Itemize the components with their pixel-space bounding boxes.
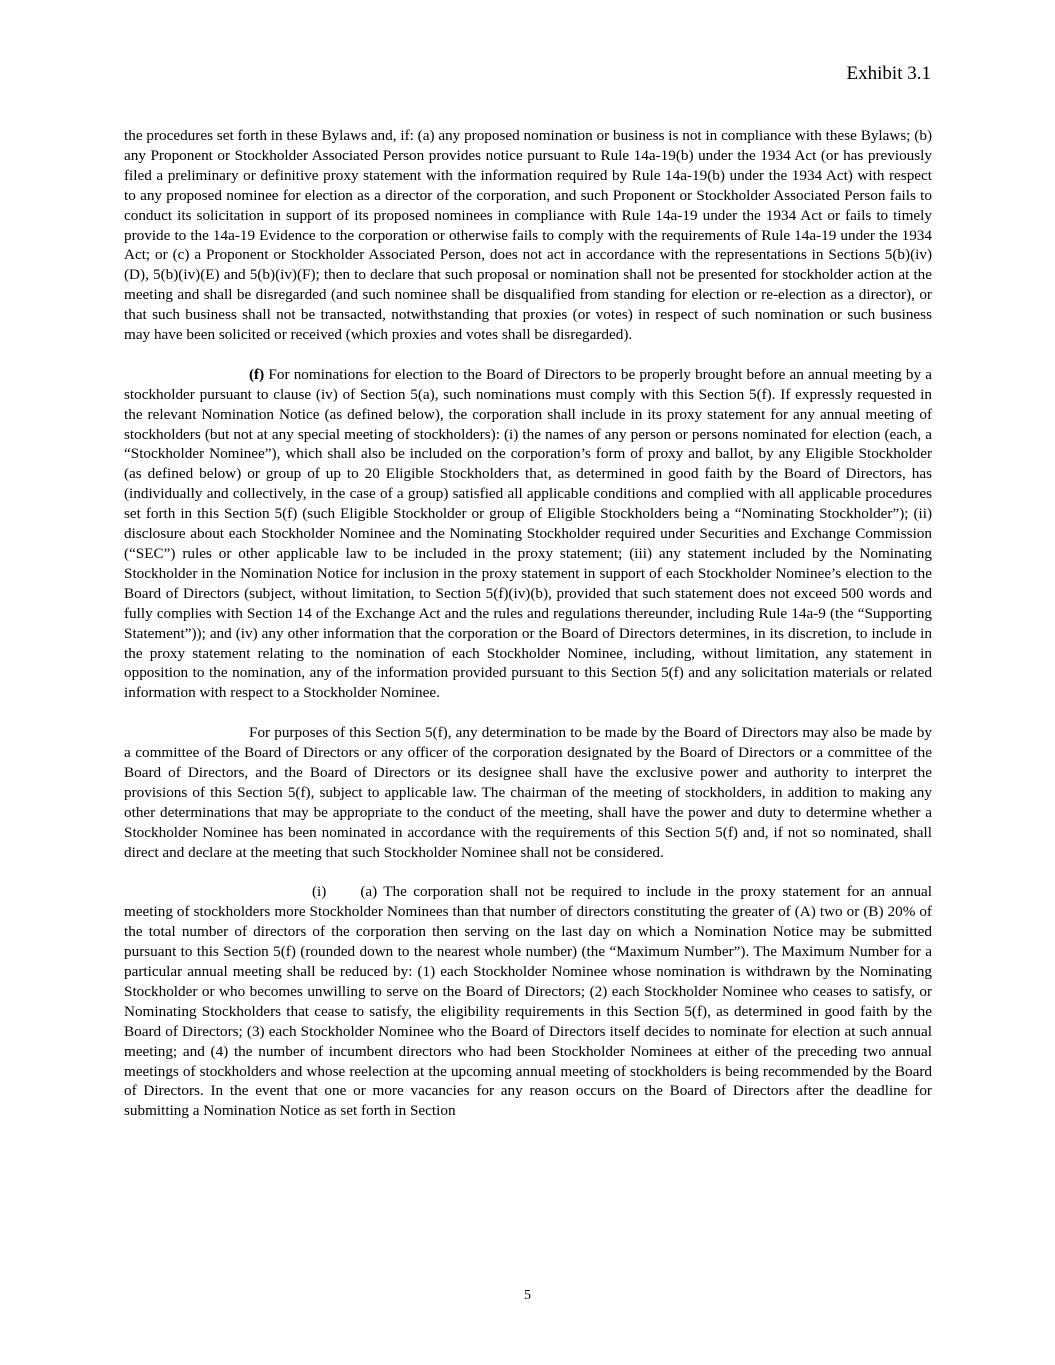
exhibit-label: Exhibit 3.1 — [846, 63, 931, 84]
paragraph-continuation — [124, 126, 932, 345]
document-body — [124, 126, 932, 1141]
paragraph-text: (a) The corporation shall not be required to include in the proxy statement for an annual meeting of stockholders more Stockholder Nominees than that number of directors constituting the greater of (A) two or (B) 20% of the total number of directors of the corporation then serving on the last day on which a Nomination Notice may be submitted pursuant to this Section 5(f) (rounded down to the nearest whole number) (the “Maximum Number”). The Maximum Number for a particular annual meeting shall be reduced by: (1) each Stockholder Nominee whose nomination is withdrawn by the Nominating Stockholder or who becomes unwilling to serve on the Board of Directors; (2) each Stockholder Nominee who ceases to satisfy, or Nominating Stockholders that cease to satisfy, the eligibility requirements in this Section 5(f), as determined in good faith by the Board of Directors; (3) each Stockholder Nominee who the Board of Directors itself decides to nominate for election at such annual meeting; and (4) the number of incumbent directors who had been Stockholder Nominees at either of the preceding two annual meetings of stockholders and whose reelection at the upcoming annual meeting of stockholders is being recommended by the Board of Directors. In the event that one or more vacancies for any reason occurs on the Board of Directors after the deadline for submitting a Nomination Notice as set forth in Section — [124, 883, 932, 1120]
section-label: (f) — [249, 365, 265, 383]
paragraph-text: the procedures set forth in these Bylaws and, if: (a) any proposed nomination or business is not in compliance with these Bylaws; (b) any Proponent or Stockholder Associated Person provides notice pursuant to Rule 14a-19(b) under the 1934 Act (or has previously filed a preliminary or definitive proxy statement with the information required by Rule 14a-19(b) under the 1934 Act) with respect to any proposed nominee for election as a director of the corporation, and such Proponent or Stockholder Associated Person fails to conduct its solicitation in support of its proposed nominees in compliance with Rule 14a-19 under the 1934 Act or fails to timely provide to the 14a-19 Evidence to the corporation or otherwise fails to comply with the requirements of Rule 14a-19 under the 1934 Act; or (c) a Proponent or Stockholder Associated Person, does not act in accordance with the representations in Sections 5(b)(iv)(D), 5(b)(iv)(E) and 5(b)(iv)(F); then to declare that such proposal or nomination shall not be presented for stockholder action at the meeting and shall be disregarded (and such nominee shall be disqualified from standing for election or re-election as a director), or that such business shall not be transacted, notwithstanding that proxies (or votes) in respect of such nomination or such business may have been solicited or received (which proxies and votes shall be disregarded). — [124, 127, 932, 344]
subsection-label: (i) — [312, 883, 327, 901]
paragraph-text: For nominations for election to the Board of Directors to be properly brought before an annual meeting by a stockholder pursuant to clause (iv) of Section 5(a), such nominations must comply with this Section 5(f). If expressly requested in the relevant Nomination Notice (as defined below), the corporation shall include in its proxy statement for any annual meeting of stockholders (but not at any special meeting of stockholders): (i) the names of any person or persons nominated for election (each, a “Stockholder Nominee”), which shall also be included on the corporation’s form of proxy and ballot, by any Eligible Stockholder (as defined below) or group of up to 20 Eligible Stockholders that, as determined in good faith by the Board of Directors, has (individually and collectively, in the case of a group) satisfied all applicable conditions and complied with all applicable procedures set forth in this Section 5(f) (such Eligible Stockholder or group of Eligible Stockholders being a “Nominating Stockholder”); (ii) disclosure about each Stockholder Nominee and the Nominating Stockholder required under Securities and Exchange Commission (“SEC”) rules or other applicable law to be included in the proxy statement; (iii) any statement included by the Nominating Stockholder in the Nomination Notice for inclusion in the proxy statement in support of each Stockholder Nominee’s election to the Board of Directors (subject, without limitation, to Section 5(f)(iv)(b), provided that such statement does not exceed 500 words and fully complies with Section 14 of the Exchange Act and the rules and regulations thereunder, including Rule 14a-9 (the “Supporting Statement”)); and (iv) any other information that the corporation or the Board of Directors determines, in its discretion, to include in the proxy statement relating to the nomination of each Stockholder Nominee, including, without limitation, any statement in opposition to the nomination, any of the information provided pursuant to this Section 5(f) and any solicitation materials or related information with respect to a Stockholder Nominee. — [124, 365, 932, 702]
page-number: 5 — [524, 1288, 531, 1303]
paragraph-subsection-i — [124, 882, 932, 1121]
paragraph-determination — [124, 723, 932, 862]
paragraph-text: For purposes of this Section 5(f), any determination to be made by the Board of Directors may also be made by a committee of the Board of Directors or any officer of the corporation designated by the Board of Directors or a committee of the Board of Directors, and the Board of Directors or its designee shall have the exclusive power and authority to interpret the provisions of this Section 5(f), subject to applicable law. The chairman of the meeting of stockholders, in addition to making any other determinations that may be appropriate to the conduct of the meeting, shall have the power and duty to determine whether a Stockholder Nominee has been nominated in accordance with the requirements of this Section 5(f) and, if not so nominated, shall direct and declare at the meeting that such Stockholder Nominee shall not be considered. — [124, 724, 932, 861]
paragraph-section-f — [124, 365, 932, 703]
